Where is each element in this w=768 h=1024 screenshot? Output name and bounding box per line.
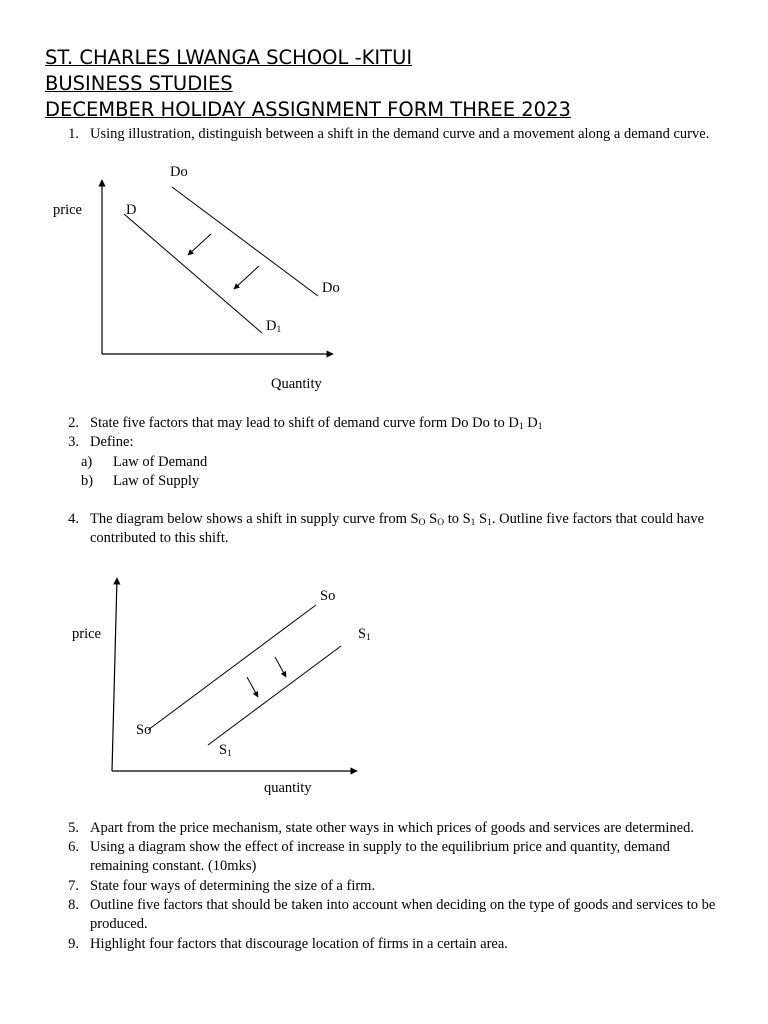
subject-title: BUSINESS STUDIES: [45, 72, 233, 95]
demand-d-top-label: D: [126, 202, 137, 218]
question-text: Define:: [90, 434, 134, 450]
question-number: 2.: [68, 415, 79, 431]
supply-x-label: quantity: [264, 780, 312, 796]
question-text: State four ways of determining the size of a firm.: [90, 878, 376, 894]
question-text: Apart from the price mechanism, state other ways in which prices of goods and services are determined.: [90, 820, 694, 836]
supply-so-top-label: So: [320, 588, 336, 604]
demand-x-label: Quantity: [271, 376, 322, 392]
shift-arrow: [234, 266, 259, 289]
question-number: 6.: [68, 839, 79, 855]
demand-y-label: price: [53, 202, 82, 218]
question-number: 8.: [68, 897, 79, 913]
question-number: 1.: [68, 126, 79, 142]
assignment-title: DECEMBER HOLIDAY ASSIGNMENT FORM THREE 2023: [45, 98, 571, 121]
question-number: 4.: [68, 511, 79, 527]
question-text: Using a diagram show the effect of increase in supply to the equilibrium price and quantity, demand remaining constant. (10mks): [90, 839, 670, 874]
shift-arrow: [247, 677, 258, 697]
demand-do-top-label: Do: [170, 164, 188, 180]
question-number: 3.: [68, 434, 79, 450]
school-name: ST. CHARLES LWANGA SCHOOL -KITUI: [45, 46, 413, 69]
sub-question-text: Law of Demand: [113, 454, 208, 470]
question-text: The diagram below shows a shift in supply curve from $S_O$ $S_O$ to $S_1$ $S_1$. Outline five factors that could have contributed to this shift.: [90, 511, 705, 546]
question-number: 9.: [68, 936, 79, 952]
demand-curve-do: [172, 187, 318, 296]
question-number: 7.: [68, 878, 79, 894]
sub-question-letter: a): [81, 454, 93, 470]
supply-s1-bottom-label: $S_1$: [219, 742, 232, 759]
question-text: State five factors that may lead to shift of demand curve form Do Do to $D_1$ $D_1$: [90, 415, 543, 432]
supply-y-label: price: [72, 626, 101, 642]
demand-curve-d: [124, 214, 262, 333]
question-number: 5.: [68, 820, 79, 836]
supply-s1-top-label: $S_1$: [358, 626, 371, 643]
question-text: Outline five factors that should be taken into account when deciding on the type of goods and services to be produced.: [90, 897, 716, 932]
question-text: Using illustration, distinguish between a shift in the demand curve and a movement along a demand curve.: [90, 126, 710, 142]
supply-curve-so: [148, 605, 316, 730]
question-text: Highlight four factors that discourage location of firms in a certain area.: [90, 936, 508, 952]
sub-question-letter: b): [81, 473, 94, 489]
shift-arrow: [188, 234, 211, 255]
shift-arrow: [275, 657, 286, 677]
supply-curve-s1: [208, 646, 341, 745]
supply-y-axis: [112, 578, 117, 771]
demand-do-bottom-label: Do: [322, 280, 340, 296]
sub-question-text: Law of Supply: [113, 473, 200, 489]
supply-so-bottom-label: So: [136, 722, 152, 738]
demand-d1-label: $D_1$: [266, 318, 282, 335]
